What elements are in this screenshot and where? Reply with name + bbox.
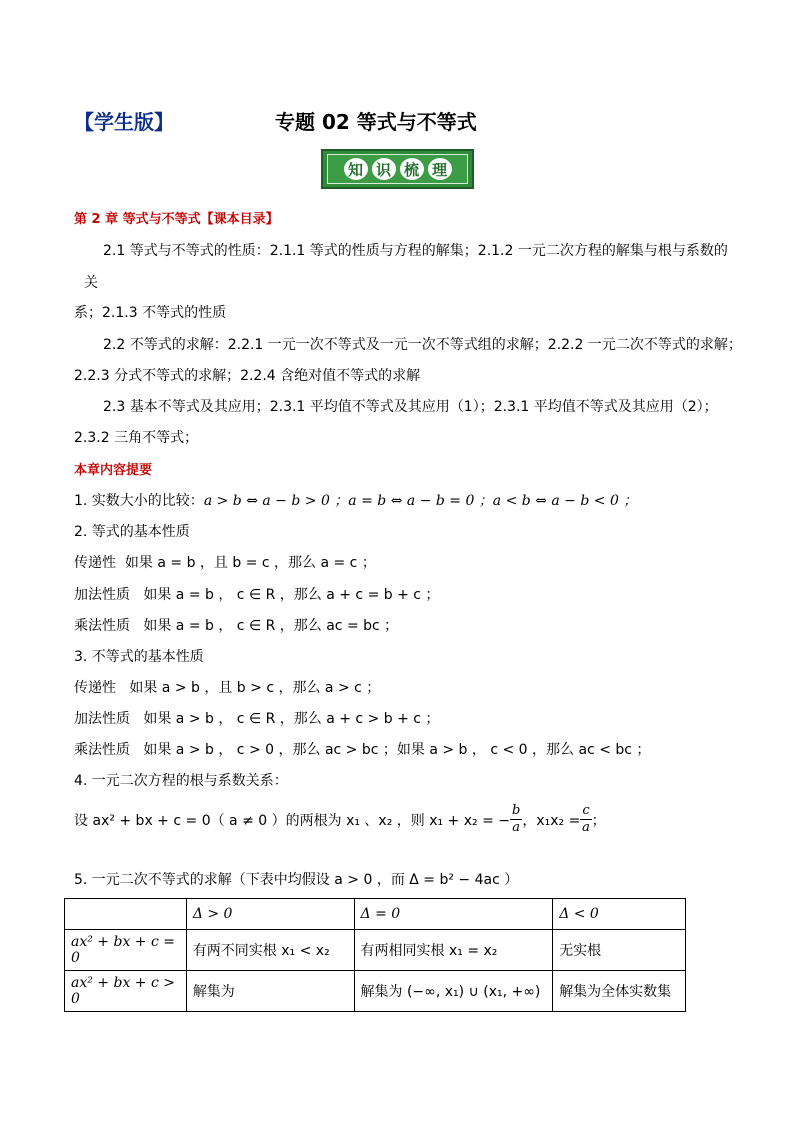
- item2-row-2-name: 加法性质: [74, 587, 130, 603]
- item2-row-1-name: 传递性: [74, 555, 116, 571]
- item3-row-3-text: 如果 a > b ， c > 0 ，那么 ac > bc ；如果 a > b ， c < 0 ，那么 ac < bc ；: [143, 742, 651, 758]
- item4-suffix: ；: [591, 812, 606, 829]
- item2-row-1-text: 如果 a = b ，且 b = c ，那么 a = c ；: [124, 555, 376, 571]
- toc-line-3: 系；2.1.3 不等式的性质: [74, 305, 227, 321]
- inequality-table: [64, 898, 686, 1012]
- table-row: [65, 930, 686, 971]
- item4-formula: [74, 803, 606, 836]
- page-title: 专题 02 等式与不等式: [275, 110, 477, 134]
- banner-inner: [327, 154, 468, 184]
- toc-line-7: 2.3.2 三角不等式；: [74, 430, 199, 446]
- table-cell: 有两不同实根 x₁ < x₂: [186, 930, 354, 971]
- item3-row-2: [74, 708, 439, 728]
- toc-line-6: 2.3 基本不等式及其应用；2.3.1 平均值不等式及其应用（1）；2.3.1 平均值不等式及其应用（2）；: [103, 399, 718, 415]
- item2-row-3-name: 乘法性质: [74, 618, 130, 634]
- toc-line-1: 2.1 等式与不等式的性质：2.1.1 等式的性质与方程的解集；2.1.2 一元二次方程的解集与根与系数的: [103, 243, 728, 259]
- summary-title: 本章内容提要: [74, 463, 153, 478]
- table-cell: Δ = 0: [354, 899, 553, 930]
- item3-row-3: [74, 739, 650, 759]
- item1-math: a > b ⇔ a − b > 0 ；a = b ⇔ a − b = 0 ；a < b ⇔ a − b < 0 ；: [203, 493, 638, 509]
- table-cell: [65, 899, 187, 930]
- banner-char-3: 梳: [400, 158, 424, 180]
- table-cell: 解集为全体实数集: [553, 971, 686, 1012]
- item4-prefix: 设 ax² + bx + c = 0（ a ≠ 0 ）的两根为 x₁ 、x₂ ，则 x₁ + x₂ = −: [74, 812, 510, 829]
- item2-row-2-text: 如果 a = b ， c ∈ R ，那么 a + c = b + c ；: [143, 587, 440, 603]
- banner-char-2: 识: [372, 158, 396, 180]
- knowledge-banner: [321, 149, 474, 189]
- fraction-c-over-a: [580, 803, 591, 836]
- toc-line-4: 2.2 不等式的求解：2.2.1 一元一次不等式及一元一次不等式组的求解；2.2.2 一元二次不等式的求解；: [103, 337, 742, 353]
- item2-label: 2. 等式的基本性质: [74, 524, 190, 540]
- item3-row-1-text: 如果 a > b ，且 b > c ，那么 a > c ；: [129, 680, 381, 696]
- table-row: [65, 971, 686, 1012]
- item3-row-2-name: 加法性质: [74, 711, 130, 727]
- table-cell: 解集为: [186, 971, 354, 1012]
- table-header-row: [65, 899, 686, 930]
- toc-line-2: 关: [84, 275, 98, 291]
- table-cell: ax² + bx + c > 0: [65, 971, 187, 1012]
- item5-label: 5. 一元二次不等式的求解（下表中均假设 a > 0 ，而 Δ = b² − 4ac ）: [74, 872, 519, 888]
- item2-row-3-text: 如果 a = b ， c ∈ R ，那么 ac = bc ；: [143, 618, 399, 634]
- frac2-numerator: c: [582, 803, 590, 818]
- chapter-title: 第 2 章 等式与不等式【课本目录】: [74, 212, 279, 227]
- table-cell: 解集为 (−∞, x₁) ∪ (x₁, +∞): [354, 971, 553, 1012]
- fraction-b-over-a: [510, 803, 522, 836]
- item1-line: [74, 490, 637, 510]
- table-cell: 有两相同实根 x₁ = x₂: [354, 930, 553, 971]
- item4-label: 4. 一元二次方程的根与系数关系：: [74, 773, 288, 789]
- item1-label: 1. 实数大小的比较：: [74, 493, 204, 509]
- item4-mid: ，x₁x₂ =: [522, 812, 581, 829]
- banner-char-1: 知: [344, 158, 368, 180]
- item3-label: 3. 不等式的基本性质: [74, 649, 204, 665]
- item3-row-1: [74, 677, 380, 697]
- table-cell: Δ < 0: [553, 899, 686, 930]
- frac1-denominator: a: [512, 820, 521, 835]
- item2-row-3: [74, 615, 398, 635]
- frac2-denominator: a: [582, 820, 590, 835]
- table-cell: Δ > 0: [186, 899, 354, 930]
- banner-char-4: 理: [428, 158, 452, 180]
- item2-row-2: [74, 584, 439, 604]
- frac1-numerator: b: [512, 803, 521, 818]
- item3-row-3-name: 乘法性质: [74, 742, 130, 758]
- table-cell: ax² + bx + c = 0: [65, 930, 187, 971]
- item3-row-1-name: 传递性: [74, 680, 116, 696]
- item3-row-2-text: 如果 a > b ， c ∈ R ，那么 a + c > b + c ；: [143, 711, 440, 727]
- edition-label: 【学生版】: [74, 110, 174, 134]
- toc-line-5: 2.2.3 分式不等式的求解；2.2.4 含绝对值不等式的求解: [74, 368, 421, 384]
- table-cell: 无实根: [553, 930, 686, 971]
- item2-row-1: [74, 552, 376, 572]
